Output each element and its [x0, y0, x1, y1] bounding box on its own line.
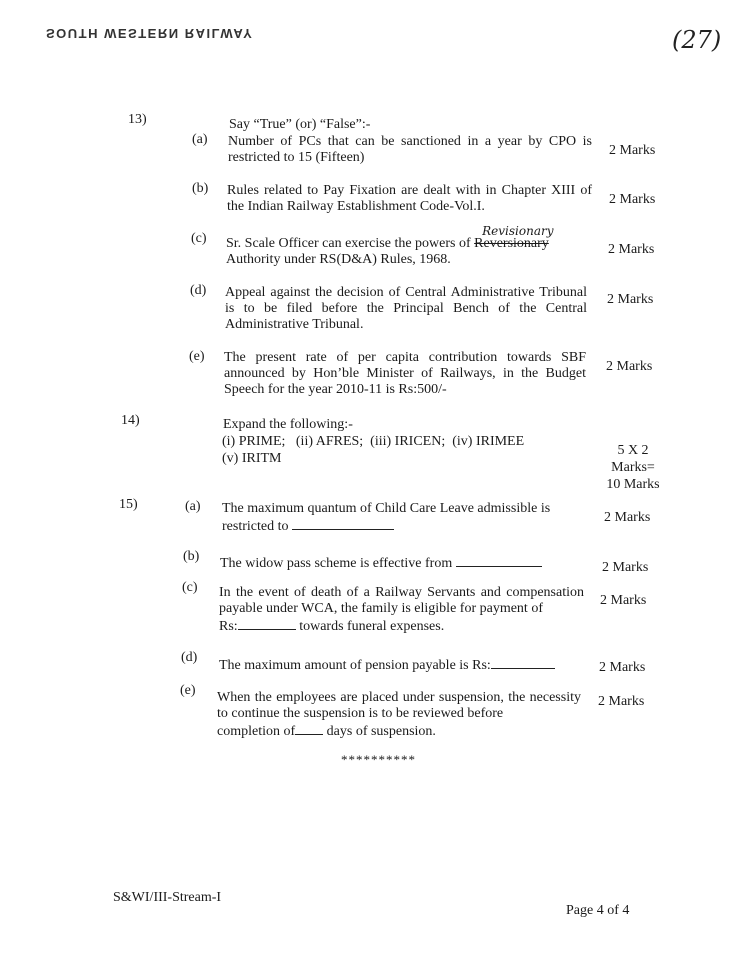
q13-d-marks: 2 Marks	[607, 292, 654, 307]
q15-a-marks: 2 Marks	[604, 510, 651, 525]
q15-c-text: In the event of death of a Railway Servants and compensation payable under WCA, the family is eligible for payment of Rs: towards funeral expenses.	[219, 585, 584, 634]
q13-a-label: (a)	[192, 132, 208, 147]
blank-line	[292, 517, 394, 530]
letterhead: SOUTH WESTERN RAILWAY	[46, 26, 254, 41]
handwritten-correction: Revisionary	[482, 224, 554, 238]
q15-e-marks: 2 Marks	[598, 694, 645, 709]
q13-b-label: (b)	[192, 181, 209, 196]
question-15-number: 15)	[119, 497, 138, 512]
q13-d-label: (d)	[190, 283, 207, 298]
q13-a-text: Number of PCs that can be sanctioned in a year by CPO is restricted to 15 (Fifteen)	[228, 134, 592, 165]
q13-c-correction: Reversionary Revisionary	[474, 224, 554, 251]
q15-a-text: The maximum quantum of Child Care Leave admissible is restricted to	[222, 501, 551, 534]
q15-b-label: (b)	[183, 549, 200, 564]
footer-paper-code: S&WI/III-Stream-I	[113, 890, 222, 905]
question-14-marks: 5 X 2 Marks= 10 Marks	[606, 443, 660, 492]
q15-d-marks: 2 Marks	[599, 660, 646, 675]
q15-d-text: The maximum amount of pension payable is Rs:	[219, 656, 555, 674]
q13-e-marks: 2 Marks	[606, 359, 653, 374]
q13-c-text: Sr. Scale Officer can exercise the powers of Reversionary Revisionary Authority under RS(D&A) Rules, 1968.	[226, 224, 554, 267]
q15-e-label: (e)	[180, 683, 196, 698]
q13-d-text: Appeal against the decision of Central Administrative Tribunal is to be filed before the Principal Bench of the Central Administrative Tribunal.	[225, 285, 587, 332]
handwritten-page-number: (27)	[672, 26, 722, 54]
blank-line	[295, 722, 323, 735]
q13-c-marks: 2 Marks	[608, 242, 655, 257]
q13-b-marks: 2 Marks	[609, 192, 656, 207]
blank-line	[491, 656, 555, 669]
question-14-line2: (v) IRITM	[222, 451, 282, 466]
question-14-line1: (i) PRIME; (ii) AFRES; (iii) IRICEN; (iv) IRIMEE	[222, 434, 525, 449]
q15-b-marks: 2 Marks	[602, 560, 649, 575]
blank-line	[456, 554, 542, 567]
q15-e-text: When the employees are placed under suspension, the necessity to continue the suspension is to be reviewed before completion of days of suspension.	[217, 690, 581, 739]
q15-d-label: (d)	[181, 650, 198, 665]
question-14-number: 14)	[121, 413, 140, 428]
blank-line	[238, 617, 296, 630]
q13-b-text: Rules related to Pay Fixation are dealt with in Chapter XIII of the Indian Railway Establishment Code-Vol.I.	[227, 183, 592, 214]
question-13-intro: Say “True” (or) “False”:-	[229, 117, 371, 132]
q15-c-marks: 2 Marks	[600, 593, 647, 608]
end-of-paper-marker: **********	[341, 752, 416, 767]
q13-a-marks: 2 Marks	[609, 143, 656, 158]
footer-page-number: Page 4 of 4	[566, 903, 630, 918]
q15-a-label: (a)	[185, 499, 201, 514]
q13-e-text: The present rate of per capita contribution towards SBF announced by Hon’ble Minister of Railways, in the Budget Speech for the year 2010-11 is Rs:500/-	[224, 350, 586, 397]
q13-e-label: (e)	[189, 349, 205, 364]
q15-c-label: (c)	[182, 580, 198, 595]
question-13-number: 13)	[128, 112, 147, 127]
q13-c-label: (c)	[191, 231, 207, 246]
question-14-intro: Expand the following:-	[223, 417, 353, 432]
q15-b-text: The widow pass scheme is effective from	[220, 554, 542, 572]
